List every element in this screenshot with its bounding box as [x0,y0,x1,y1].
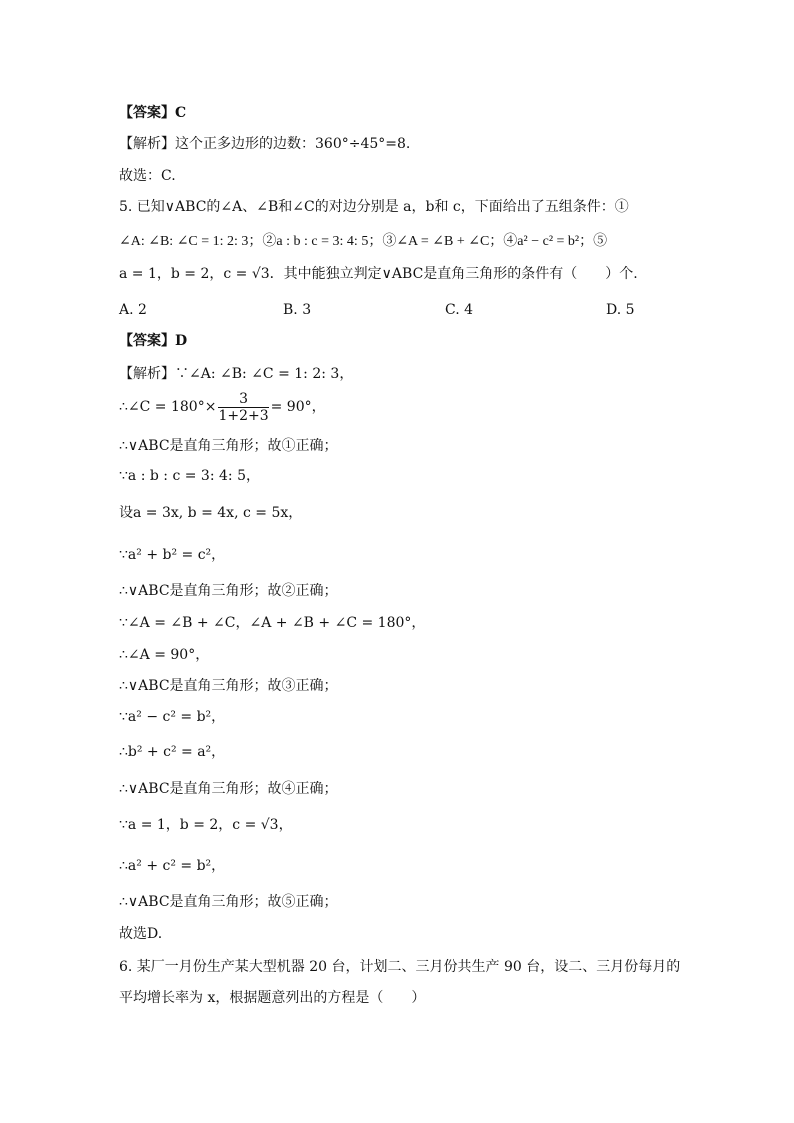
solution-line-2-prefix: ∴∠C = 180°× [119,399,217,415]
fraction-numerator: 3 [218,391,268,408]
solution-line-2-suffix: = 90°， [270,399,326,415]
solution-line-7: ∴∨ABC是直角三角形；故②正确； [119,583,338,599]
answer-label-q5: 【答案】D [119,333,188,349]
solution-line-8: ∵∠A = ∠B + ∠C，∠A + ∠B + ∠C = 180°， [119,615,426,631]
option-c: C. 4 [445,302,474,318]
solution-line-15: ∴a² + c² = b²， [119,858,226,874]
question-5-line-2: ∠A: ∠B: ∠C = 1: 2: 3；②a : b : c = 3: 4: 5；③∠A = ∠B + ∠C；④a² − c² = b²；⑤ [119,234,608,249]
solution-line-5: 设a = 3x, b = 4x, c = 5x， [119,505,303,521]
question-6-line-1: 6. 某厂一月份生产某大型机器 20 台，计划二、三月份共生产 90 台，设二、三月份每月的 [119,959,681,975]
solution-line-1: 【解析】∵∠A: ∠B: ∠C = 1: 2: 3， [119,366,354,382]
option-d: D. 5 [606,302,635,318]
analysis-q4: 【解析】这个正多边形的边数：360°÷45°=8. [119,136,411,152]
solution-line-11: ∵a² − c² = b²， [119,709,226,725]
option-b: B. 3 [283,302,312,318]
solution-line-12: ∴b² + c² = a²， [119,744,226,760]
solution-line-16: ∴∨ABC是直角三角形；故⑤正确； [119,894,338,910]
question-5-line-3: a = 1，b = 2，c = √3．其中能独立判定∨ABC是直角三角形的条件有（ ）个. [119,266,638,282]
fraction-denominator: 1+2+3 [218,407,269,424]
solution-line-10: ∴∨ABC是直角三角形；故③正确； [119,678,338,694]
solution-line-2 [119,390,326,424]
solution-line-9: ∴∠A = 90°， [119,647,210,663]
option-a: A. 2 [119,302,147,318]
solution-line-3: ∴∨ABC是直角三角形；故①正确； [119,438,338,454]
conclusion-q4: 故选：C. [119,168,176,184]
solution-line-17: 故选D. [119,926,163,942]
question-5-line-1: 5. 已知∨ABC的∠A、∠B和∠C的对边分别是 a，b和 c，下面给出了五组条件：① [119,199,629,215]
question-6-line-2: 平均增长率为 x，根据题意列出的方程是（ ） [119,990,426,1006]
solution-line-6: ∵a² + b² = c²， [119,547,226,563]
answer-label-q4: 【答案】C [119,105,187,121]
solution-line-13: ∴∨ABC是直角三角形；故④正确； [119,781,338,797]
fraction [218,391,268,424]
solution-line-14: ∵a = 1，b = 2，c = √3， [119,817,293,833]
solution-line-4: ∵a : b : c = 3: 4: 5， [119,468,260,484]
